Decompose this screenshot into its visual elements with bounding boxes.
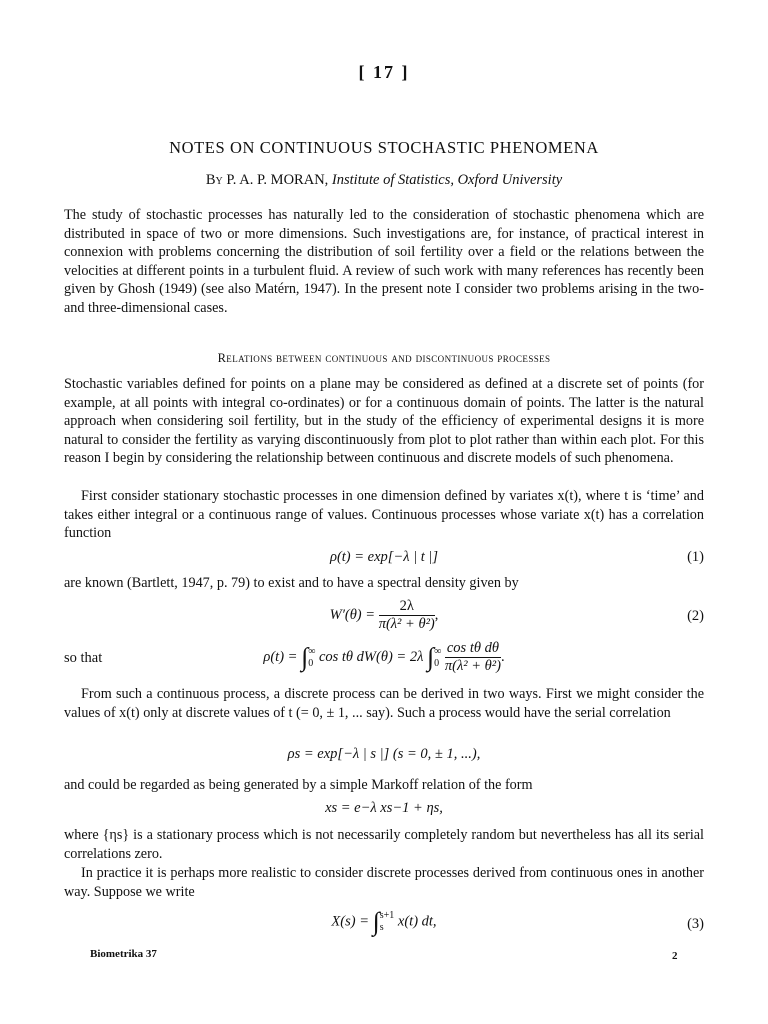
equation-2: W′(θ) = $\frac{2\lambda}{\text{π(λ² + θ²)}}$ , (2) [329, 598, 704, 632]
equation-1: ρ(t) = exp[−λ | t |] (1) [329, 549, 704, 565]
byline [0, 172, 768, 189]
affiliation: Institute of Statistics, Oxford University [331, 172, 563, 188]
paragraph-7: In practice it is perhaps more realistic to consider discrete processes derived from continuous ones in another way. Suppose we write [64, 865, 704, 900]
equation-2-number: (2) [687, 608, 704, 624]
paragraph-3: are known (Bartlett, 1947, p. 79) to exist and to have a spectral density given by [64, 575, 519, 591]
paragraph-2: First consider stationary stochastic processes in one dimension defined by variates x(t), where t is ‘time’ and takes either integral or a continuous range of values. Continuous processes whose variate x(t) has a correlation function [64, 488, 704, 542]
equation-2b: so that ρ(t) = ∫ ∞ 0 cos tθ dW(θ) = 2λ ∫ ∞ 0 $\frac{\text{cos tθ dθ}}{\text{π(λ² + θ²)}}$ . [64, 640, 505, 674]
so-that-label: so that [64, 650, 103, 666]
paragraph-1: Stochastic variables defined for points on a plane may be considered as defined at a discrete set of points (for example, at all points with integral co-ordinates) or for a continuous domain of points. The latter is the natural approach when considering soil fertility, but in the study of the efficiency of experimental designs it is more natural to consider the fertility as varying discontinuously from plot to plot rather than within each plot. For this reason I begin by considering the relationship between continuous and discrete models of such phenomena. [64, 376, 704, 467]
integral-sign-icon: ∫ [426, 642, 435, 672]
paragraph-4: From such a continuous process, a discrete process can be derived in two ways. First we might consider the values of x(t) only at discrete values of t (= 0, ± 1, ... say). Such a process would have the serial correlation [64, 686, 704, 721]
equation-3-number: (3) [687, 916, 704, 932]
section-heading: Relations between continuous and discontinuous processes [217, 351, 551, 365]
intro-paragraph: The study of stochastic processes has naturally led to the consideration of stochastic phenomena which are distributed in space of two or more dimensions. Such investigations are, for instance, of practical interest in connexion with problems concerning the distribution of soil fertility over a field or the relations between the velocities at different points in a turbulent fluid. A review of such work with many references has recently been given by Ghosh (1949) (see also Matérn, 1947). In the present note I consider two problems arising in the two- and three-dimensional cases. [64, 207, 704, 316]
page-number: [ 17 ] [358, 62, 410, 82]
paragraph-5: and could be regarded as being generated by a simple Markoff relation of the form [64, 777, 533, 793]
integral-sign-icon: ∫ [372, 907, 380, 936]
paper-title: NOTES ON CONTINUOUS STOCHASTIC PHENOMENA [169, 138, 599, 157]
equation-serial: ρs = exp[−λ | s |] (s = 0, ± 1, ...), [287, 746, 481, 762]
paragraph-6: where {ηs} is a stationary process which is not necessarily completely random but nevertheless has all its serial correlations zero. [64, 827, 704, 862]
equation-3: X(s) = ∫ s+1 s x(t) dt, (3) [331, 907, 704, 936]
author: By P. A. P. MORAN, [205, 172, 329, 188]
signature-mark: 2 [672, 950, 678, 962]
equation-markoff: xs = e−λ xs−1 + ηs, [325, 800, 443, 816]
integral-sign-icon: ∫ [301, 642, 309, 672]
equation-1-number: (1) [687, 549, 704, 565]
journal-footer: Biometrika 37 [90, 948, 157, 960]
